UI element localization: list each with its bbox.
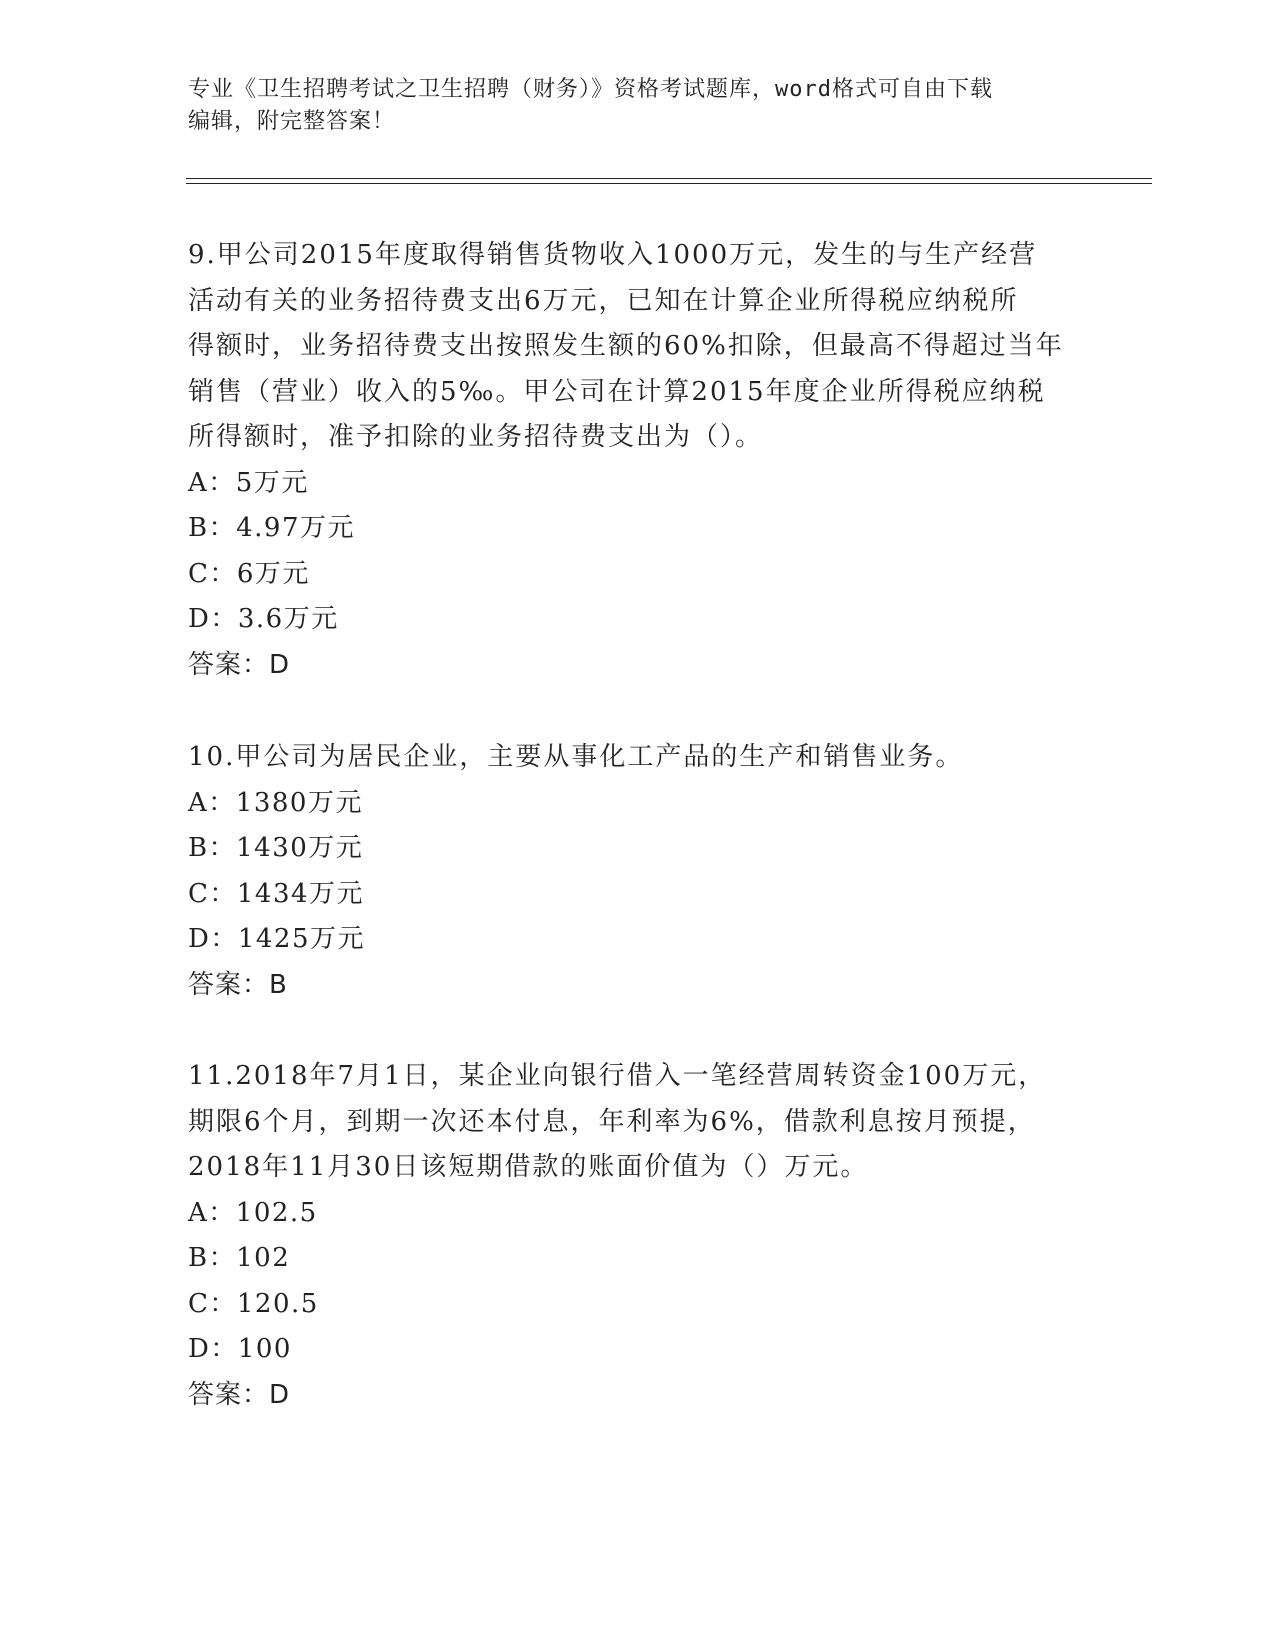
question-stem-line: 所得额时，准予扣除的业务招待费支出为（）。 [188,422,764,452]
option-a: A：5万元 [188,467,309,498]
document-header [188,74,1068,138]
option-b: B：4.97万元 [188,513,355,543]
question-stem-line: 期限6个月，到期一次还本付息，年利率为6%，借款利息按月预提， [188,1106,1036,1137]
option-d: D：1425万元 [188,924,366,954]
option-b: B：1430万元 [188,833,364,863]
answer-label: 答案：D [188,1379,291,1410]
question-stem-line: 11.2018年7月1日，某企业向银行借入一笔经营周转资金100万元， [188,1061,1047,1091]
question-stem-line: 活动有关的业务招待费支出6万元，已知在计算企业所得税应纳税所 [188,285,1019,316]
question-stem-line: 销售（营业）收入的5‰。甲公司在计算2015年度企业所得税应纳税 [188,376,1046,407]
answer-label: 答案：D [188,649,291,680]
option-d: D：3.6万元 [188,604,339,634]
option-c: C：6万元 [188,558,310,589]
question-11 [188,1054,1088,1418]
answer-label: 答案：B [188,969,288,1000]
option-c: C：1434万元 [188,878,365,909]
question-10 [188,735,1088,1008]
header-divider-bottom [186,183,1152,184]
question-stem [188,1054,1088,1191]
question-stem-line: 得额时，业务招待费支出按照发生额的60%扣除，但最高不得超过当年 [188,331,1064,361]
option-a: A：102.5 [188,1197,318,1228]
question-stem-line: 9.甲公司2015年度取得销售货物收入1000万元，发生的与生产经营 [188,240,1038,270]
header-divider-top [186,178,1152,179]
option-b: B：102 [188,1243,291,1273]
question-stem [188,735,1088,781]
option-a: A：1380万元 [188,787,363,818]
header-intro-line-1: 专业《卫生招聘考试之卫生招聘（财务）》资格考试题库，word格式可自由下载 [188,77,993,102]
option-d: D：100 [188,1334,292,1364]
option-c: C：120.5 [188,1288,319,1319]
question-stem-line: 10.甲公司为居民企业，主要从事化工产品的生产和销售业务。 [188,742,964,772]
question-stem [188,233,1088,461]
question-stem-line: 2018年11月30日该短期借款的账面价值为（）万元。 [188,1152,869,1182]
question-9 [188,233,1088,688]
header-intro-line-2: 编辑，附完整答案！ [188,109,396,134]
